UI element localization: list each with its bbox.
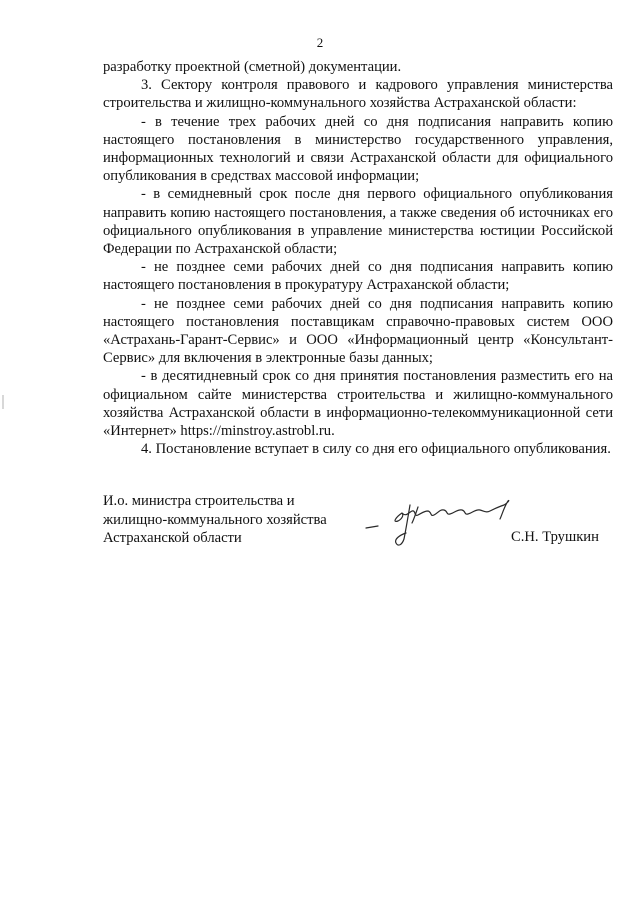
paragraph-item-4: 4. Постановление вступает в силу со дня его официального опубликования. [141, 441, 611, 458]
signatory-position-line: И.о. министра строительства и [103, 493, 295, 509]
paragraph-item-3: 3. Сектору контроля правового и кадрового управления министерства строительства и жилищно-коммунального хозяйства Астраханской области: [103, 77, 613, 112]
paragraph-continuation: разработку проектной (сметной) документации. [103, 59, 402, 75]
signatory-position [103, 492, 327, 548]
paragraph-bullet-legal-systems: - не позднее семи рабочих дней со дня подписания направить копию настоящего постановления поставщикам справочно-правовых систем ООО «Астрахань-Гарант-Сервис» и ООО «Информационный центр «Консультант-Сервис» для включения в электронные базы данных; [103, 295, 613, 367]
signer-name: С.Н. Трушкин [511, 529, 599, 545]
handwritten-signature [362, 493, 522, 553]
paragraph-bullet-prosecutor: - не позднее семи рабочих дней со дня подписания направить копию настоящего постановления в прокуратуру Астраханской области; [103, 259, 613, 294]
signatory-position-line: жилищно-коммунального хозяйства [103, 511, 327, 528]
paragraph-bullet-publication: - в течение трех рабочих дней со дня подписания направить копию настоящего постановления в министерство государственного управления, информационных технологий и связи Астраханской области для официального опубликования в средствах массовой информации; [103, 113, 613, 185]
document-body [103, 58, 613, 458]
page-number: 2 [316, 35, 324, 50]
paragraph-bullet-website: - в десятидневный срок со дня принятия постановления разместить его на официальном сайте министерства строительства и жилищно-коммунального хозяйства Астраханской области в информационно-телекоммуникационной сети «Интернет» https://minstroy.astrobl.ru. [103, 368, 613, 440]
signatory-position-line: Астраханской области [103, 530, 242, 546]
margin-mark [2, 395, 4, 409]
paragraph-bullet-justice: - в семидневный срок после дня первого официального опубликования направить копию настоящего постановления, а также сведения об источниках его официального опубликования в управление министерства юстиции Российской Федерации по Астраханской области; [103, 186, 613, 258]
